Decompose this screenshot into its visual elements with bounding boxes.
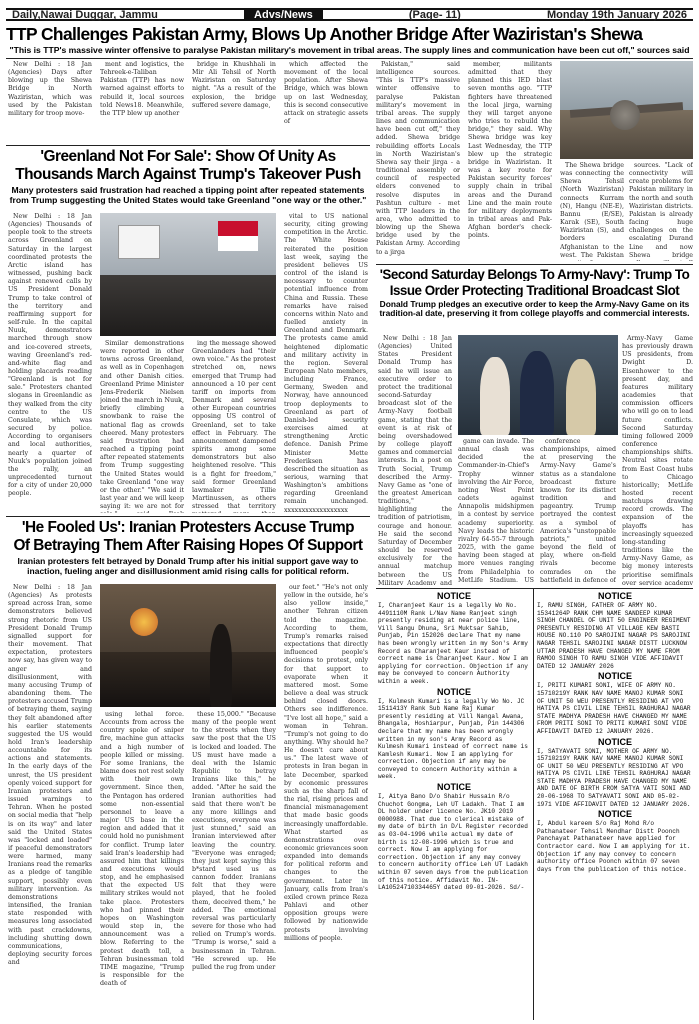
story4-col1: New Delhi : 18 Jan (Agencies) As protests spread across Iran, some demonstrators believed strong rhetoric from US President Donald Trump signalled support for their movement. That expectation, protesters now say, has given way to anger and disillusionment, with many accusing Trump of abandoning them. The protesters accused Trump of betraying them, saying they felt abandoned after his earlier statements suggested the US would hold Iran's leadership accountable for its actions and statements. In the early days of the unrest, the US president openly voiced support for Iranian protesters and issued warnings to Tehran. When he posted on social media that "help is on its way" and later said the United States was "locked and loaded" if peaceful demonstrators were harmed, many Iranians read the remarks as a pledge of tangible support, possibly even military intervention. As demonstrations intensified, the Iranian state responded with measures long associated with past crackdowns, including shutting down communications, deploying security forces and (8, 584, 92, 967)
story1-col1: New Delhi : 18 Jan (Agencies) Days after blowing up the Shewa Bridge in North Waziristan, which was used by the Pakistan military for troop move- (8, 61, 92, 117)
story2-headline-line2: Thousands March Against Trump's Takeover Push (15, 167, 361, 183)
masthead-date: Monday 19th January 2026 (546, 8, 687, 21)
story4-col2: using lethal force. Accounts from across the country spoke of sniper fire, machine gun attacks and a high number of people killed or missing. For some Iranians, the blame does not rest solely with their own government. Since then, the Pentagon has ordered some non-essential personnel to leave a major US base in the region and added that it could hold no punishment for conflict. Trump later said Iran's leadership had assured him that killings and executions would stop, and he emphasised that the expected US military strikes would not take place. Protesters who had pinned their hopes on Washington would step in, the announcement was a blow. Referring to the protest death toll, a Tehran businessman told TIME magazine, "Trump is responsible for the death of (100, 711, 184, 988)
story1-col3: bridge in Khushhali in Mir Ali Tehsil of North Waziristan on Saturday night. "As a result of the explosion, the bridge suffered severe damage, (192, 61, 276, 109)
story2-subhead: Many protesters said frustration had reached a tipping point after repeated statements from Trump suggesting the United States would take Greenland "one way or the other." (9, 186, 367, 205)
story1-headline: TTP Challenges Pakistan Army, Blows Up Another Bridge After Waziristan's Shewa (6, 26, 643, 44)
notice-block: NOTICE I, Aitya Bano D/o Shabir Hussain R/o Chuchot Gongma, Leh UT Ladakh. That I am DL holder under licence No. JK10 2019 0000988. That due to clerical mistake of my date of birth in D/L Register recorded as 03-04-1996 while actual my date of birth is 12-08-1996 which is true and correct. Now I am applying for correction. Objection if any may convey to concern authority office Leh UT Ladakh within 07 seven days from the publication of this notice. Affidavit No. IN-LA10524710334465Y dated 09-01-2026. Sd/- (378, 782, 528, 892)
story2-photo-protest (100, 213, 276, 336)
notice-block: NOTICE I, Charanjeet Kaur is a legally Wo No. 4491110M Rank L/Nav Name Ranjeet singh presently residing at near police line, Vill Sangu Dhuna, Sri Muktsar Sahib, Punjab, Pin 152026 declare That my name has been wrongly written in my Son's Army Record as Charanjeet Kaur instead of correct name is Charanjeet Kaur. Now I am applying for correction. Objection if any may be conveyed to concern Authority within a week. (378, 591, 528, 685)
story3-headline-line1: 'Second Saturday Belongs To Army-Navy': Trump To (379, 268, 690, 282)
story2-col1: New Delhi : 18 Jan (Agencies) Thousands of people took to the streets across Greenland on Saturday in the largest coordinated protests the Arctic island has witnessed, pushing back against renewed calls by US President Donald Trump to take control of the territory and reaffirming support for self-rule. In the capital Nuuk, demonstrators marched through snow and ice-covered streets, waving Greenland's red-and-white flag and holding placards reading "Greenland is not for sale." Protesters chanted slogans in Greenlandic as they walked from the city centre to the US Consulate, which was secured by police. According to organisers and local authorities, nearly a quarter of Nuuk's population joined the rally, an unprecedented turnout for a city of under 20,000 people. (8, 213, 92, 498)
story1-photo-bridge (560, 61, 693, 159)
masthead-paper-name: Daily,Nawai Duggar, Jammu (12, 8, 158, 21)
story3-headline-line2: Issue Order Protecting Traditional Broadcast Slot (389, 284, 680, 298)
notice-block: NOTICE I, SATYAVATI SONI, MOTHER OF ARMY NO. 15710219Y RANK NAV NAME MANOJ KUMAR SONI OF UNIT 50 WEU PRESENTLY RESIDING AT VPO HATIYA PS CIVIL LINE TEHSIL RAGHURAJ NAGAR STATE MADHYA PRADESH HAVE CHANGED MY NAME AND DATE OF BIRTH FROM SATYA VATI SONI AND 20-06-1968 TO SATYAVATI SONI AND 05-02-1971 VIDE AFFIDAVIT DATED 12 JANUARY 2026. (537, 736, 691, 808)
story1-subhead: "This is TTP's massive winter offensive to paralyse Pakistan military's movement in tribal areas. The supply lines and communication have been cut off," sources said (9, 46, 690, 55)
story1-col5: Pakistan," said intelligence sources. "This is TTP's massive winter offensive to paralyse Pakistan military's movement in tribal areas. The supply lines and communication have been cut off," they added. Shewa bridge rebuilding efforts Locals in North Waziristan's Shewa say their jirga - a traditional assembly or council of respected elders convened to resolve disputes in Pashtun culture - met with TTP leaders in the area, who admitted to blowing up the Shewa bridge used by the Pakistan Army. According to a jirga (376, 61, 460, 256)
story2-headline-line1: 'Greenland Not For Sale': Show Of Unity As (40, 149, 336, 165)
story2-col3: ing the message showed Greenlanders had "their own voice." As the protest stretched on, news emerged that Trump had announced a 10 per cent tariff on imports from Denmark and several other European countries opposing US control of Greenland, set to take effect in February. The announcement dampened spirits among some demonstrators but also heightened resolve. "This is a fight for freedom," said former Greenland lawmaker Tillie Martinussen, as others stressed that territory (192, 340, 276, 511)
notice-block: NOTICE I, Abdul kareem S/o Raj Mohd R/o Pathanateer Tehsil Mendhar Distt Poonch Panchayat Pathanateer have applied for Contractor card. Now I am applying for it. Objection if any may convey to concern authority office Poonch within 07 seven days from the publication of this notice. (537, 809, 691, 873)
story1-col7: The Shewa bridge was connecting the Shewa Tehsil (North Waziristan) connects Kurram (N), Hangu (NE-E), Bannu (E/SE), Karak (SE), South Waziristan (S), and borders Afghanistan to the west. The Pakistan (560, 162, 624, 259)
story3-subhead: Donald Trump pledges an executive order to keep the Army-Navy Game on its tradition-al date, preserving it from college playoffs and commercial interests. (379, 300, 690, 319)
story4-photo-iran (100, 584, 276, 707)
story4-headline-line2: Of Betraying Them After Raising Hopes Of Support (13, 538, 363, 554)
story3-col2: game can invade. The annual clash was decided the Commander-in-Chief's Trophy winner involving the Air Force, noting West Point cadets against Annapolis midshipmen in a contest by service academy superiority. Navy leads the historic rivalry 64-55-7 through 2025, with the game having been staged at more venues ranging from Philadelphia to MetLife Stadium. US (458, 438, 534, 584)
story2-col4: vital to US national security, citing growing competition in the Arctic. The White House reiterated the position last week, saying the president believes US control of the island is necessary to counter potential influence from China and Russia. These remarks have raised concerns within Nato and fuelled anxiety in Greenland and Denmark. The protests came amid heightened diplomatic and military activity in the region. Several European Nato members, including France, Germany, Sweden and Norway, have announced troop deployments to Greenland as part of Danish-led security exercises aimed at strengthening Arctic defence. Danish Prime Minister Mette Frederiksen has described the situation as serious, warning that Washington's ambitions regarding Greenland remain unchanged. xxxxxxxxxxxxxxxxxx (284, 213, 368, 513)
story2-col2: Similar demonstrations were reported in other towns across Greenland, as well as in Copenhagen and other Danish cities. Greenland Prime Minister Jens-Frederik Nielsen joined the march in Nuuk, briefly climbing a snowbank to raise the national flag as crowds cheered. Many protesters said frustration had reached a tipping point after repeated statements from Trump suggesting the United States would take Greenland "one way or the other." "We said it last year and we will keep saying it: we are not for (100, 340, 184, 511)
notice-column-right (537, 590, 693, 1020)
story4-col4: our feet." "He's not only yellow in the outside, he's also yellow inside," another Tehran citizen told the magazine. According to them, Trump's remarks raised expectations that directly influenced people's decisions to protest, only for that support to evaporate when it mattered most. Some believe a deal was struck behind closed doors. Others see indifference. "I've lost all hope," said a woman in Tehran. "Trump's not going to do anything. Why should he? He doesn't care about us." The latest wave of protests in Iran began in late December, sparked by economic pressures such as the sharp fall of the rial, rising prices and financial mismanagement that made basic goods increasingly unaffordable. What started as demonstrations over economic grievances soon expanded into demands for political reform and changes to the government. Later in January, calls from Iran's exiled crown prince Reza Pahlavi and other opposition groups were followed by nationwide protests involving millions of people. (284, 584, 368, 942)
notice-block: NOTICE I, Kulmesh Kumari is a legally Wo No. JC 1511413Y Rank Sub Name Raj Kumar presently residing at Vill Nangal Awana, Bhangala, Hoshiarpur, Punjab, Pin 144306 declare that my name has been wrongly written in my son's Army Record as Kulmesh Kumari instead of correct name is Kamlesh Kumari. Now I am applying for correction. Objection if any may be conveyed to concern Authority within a week. (378, 686, 528, 781)
story4-headline-line1: 'He Fooled Us': Iranian Protesters Accuse Trump (21, 520, 355, 536)
story1-col6: member, militants admitted that they planned this IED blast seven months ago. "TTP fighters have threatened the local jirga, warning they will target anyone who tries to rebuild the bridge," they said. Why Shewa bridge was key Last Wednesday, the TTP blew up the strategic bridge in Waziristan. It was a key route for Pakistan security forces' supply chain in tribal areas and the Durand Line and the main route for military deployments in tribal areas and Pak-Afghan border's check-points. (468, 61, 552, 240)
story4-col3: these 15,000." "Because many of the people went to the streets when they saw the post that the US is locked and loaded. The US must have made a deal with the Islamic Republic to betray Iranians like this," he added. "After he said the Iranian authorities had said that there won't be any more killings and executions, everyone was just stunned," said an Iranian interviewed after leaving the country. "Everyone was enraged; they just kept saying this b*stard used us as cannon fodder. Iranians felt that they were played, that he fooled them, deceived them," he added. The emotional reversal was particularly severe for those who had relied on Trump's words. "Trump is worse," said a businessman in Tehran. "He screwed up. He pulled the rug from under (192, 711, 276, 971)
notice-column-left (378, 590, 530, 1020)
story1-col4: which affected the movement of the local population. After Shewa Bridge, which was blown up on last Wednesday, this is second consecutive attack on strategic assets of (284, 61, 368, 126)
story3-col1: New Delhi : 18 Jan (Agencies) United States President Donald Trump has said he will issue an executive order to protect the traditional second-Saturday broadcast slot of the Army-Navy football game, stating that the event is at risk of being overshadowed by college playoff games and commercial interests. In a post on Truth Social, Trump described the Army-Navy Game as "one of the greatest American traditions," highlighting the tradition of patriotism, courage and honour. He said the second Saturday of December should be reserved exclusively for the annual matchup between the US Military Academy and (378, 335, 452, 585)
notice-block: NOTICE I, PRITI KUMARI SONI, WIFE OF ARMY NO. 15710219Y RANK NAV NAME MANOJ KUMAR SONI OF UNIT 50 WEU PRESENTLY RESIDING AT VPO HATIYA PS CIVIL LINE TEHSIL RAGHURAJ NAGAR STATE MADHYA PRADESH HAVE CHANGED MY NAME FROM PRITI SONI TO PRITI KUMARI SONI VIDE AFFIDAVIT DATED 12 JANUARY 2026. (537, 671, 691, 735)
story1-col8: sources. "Lack of connectivity will create problems for Pakistan military in the north and south Waziristan districts. Pakistan is already facing huge challenges on the escalating Durand Line and now Shewa bridge (629, 162, 693, 259)
story3-col4: Army-Navy Game has previously drawn US presidents, from Dwight D. Eisenhower to the present day, and features military academies that commission officers who will go on to lead future conflicts. Second Saturday timing followed 2009 conference championships shifts. Neutral sites rotate from East Coast hubs to Chicago historically; MetLife hosted recent matchups drawing record crowds. The expansion of the playoffs has increasingly squeezed long-standing traditions like the Army-Navy Game, as big money interests prioritise semifinals over service academy (622, 335, 693, 585)
story3-photo-army-navy (458, 335, 618, 435)
notice-block: NOTICE I, RAMU SINGH, FATHER OF ARMY NO. 15341264P RANK CHM NAME SANDEEP KUMAR SINGH CHANDEL OF UNIT 50 ENGINEER REGIMENT PRESENTLY RESIDING AT VILLAGE KEW BASTI HOUSE NO.110 PO SAROJINI NAGAR PS SAROJINI NAGAR TEHSIL SAROJINI NAGAR DISTT LUCKNOW UTTAR PRADESH HAVE CHANGED MY NAME FROM RAMOO SINGH TO RAMU SINGH VIDE AFFIDAVIT DATED 12 JANUARY 2026 (537, 591, 691, 670)
story1-col2: ment and logistics, the Tehreek-e-Taliban Pakistan (TTP) has now warned against efforts to rebuild it, local sources told News18. Meanwhile, the TTP blew up another (100, 61, 184, 117)
masthead-page-number: (Page- 11) (408, 8, 461, 21)
masthead (6, 8, 693, 21)
story4-subhead: Iranian protesters felt betrayed by Donald Trump after his initial support gave way to inaction, fueling anger and disillusionment amid rising calls for political reform. (17, 557, 359, 576)
masthead-section: Advs/News (244, 10, 323, 19)
story3-col3: conference championships, aimed at preserving the Army-Navy Game's status as a standalone broadcast fixture known for its distinct tradition and pageantry. Trump portrayed the contest as a symbol of America's "unstoppable patriots," united beyond the field of play, where on-field rivals become comrades on the battlefield in defence of (540, 438, 616, 584)
